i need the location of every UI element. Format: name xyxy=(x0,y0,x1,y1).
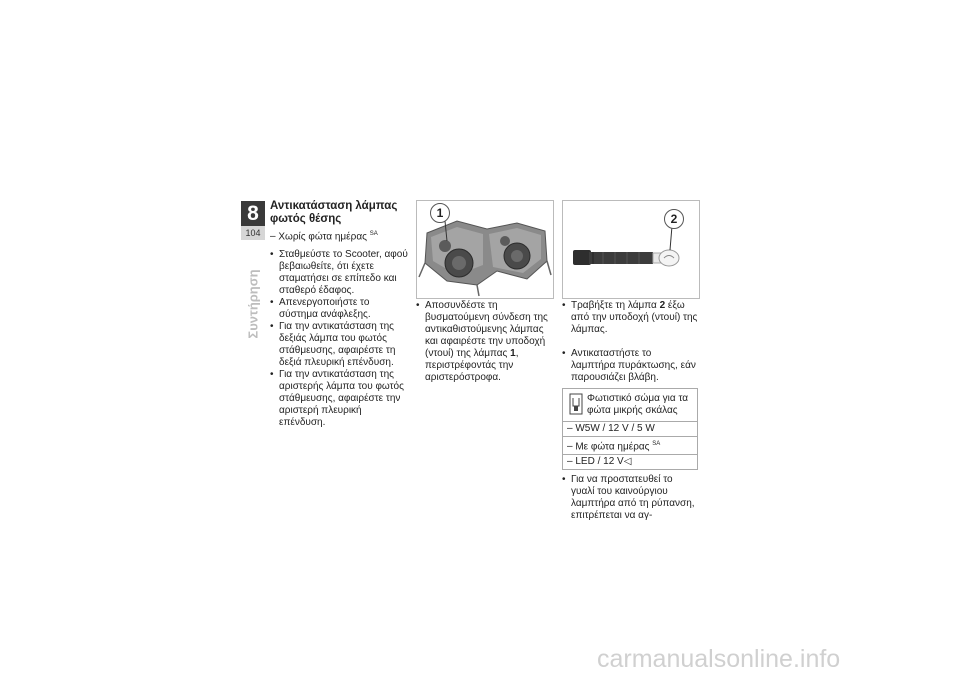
figure-callout-2: 2 xyxy=(664,209,684,229)
spec-box-heading: Φωτιστικό σώμα για τα φώτα μικρής σκάλας xyxy=(587,393,689,416)
step-ref: 2 xyxy=(659,300,666,311)
column-1 xyxy=(270,200,410,429)
bulb-spec-box xyxy=(562,388,698,470)
spec-box-header xyxy=(563,389,697,422)
column-2 xyxy=(416,200,552,384)
spacer xyxy=(562,336,698,348)
step-item: • Για την αντικατάσταση της αριστερής λάμπα του φωτός στάθμευσης, αφαιρέστε την αριστερή πλευρική επένδυση. xyxy=(270,369,410,429)
section-title: Συντήρηση xyxy=(245,269,261,339)
step-item: • Σταθμεύστε το Scooter, αφού βεβαιωθείτε, ότι έχετε σταματήσει σε επίπεδο και σταθερό έδαφος. xyxy=(270,249,410,297)
spec-row-text: Με φώτα ημέρας xyxy=(575,441,650,453)
section-title-vertical xyxy=(239,262,267,346)
step-item xyxy=(562,300,698,336)
step-item: • Για την αντικατάσταση της δεξιάς λάμπα του φωτός στάθμευσης, αφαιρέστε τη δεξιά πλευρική επένδυση. xyxy=(270,321,410,369)
figure-callout-1: 1 xyxy=(430,203,450,223)
section-heading: Αντικατάσταση λάμπας φωτός θέσης xyxy=(270,200,398,225)
step-ref: 1 xyxy=(510,348,516,359)
step-item: • Απενεργοποιήστε το σύστημα ανάφλεξης. xyxy=(270,297,410,321)
bulb-icon xyxy=(569,393,583,415)
spec-row: – LED / 12 V◁ xyxy=(563,455,697,469)
page-number: 104 xyxy=(241,226,265,240)
steps-list xyxy=(416,300,552,384)
step-item: • Για να προστατευθεί το γυαλί του καινούργιου λαμπτήρα από τη ρύπανση, επιτρέπεται να αγ- xyxy=(562,474,698,522)
steps-list xyxy=(562,348,698,384)
step-text: Αποσυνδέστε τη βυσματούμενη σύνδεση της αντικαθιστούμενης λάμπας και αφαιρέστε την υποδοχή (ντουί) της λάμπας xyxy=(425,300,548,359)
spec-row-sup: SA xyxy=(652,441,661,447)
bulb-figure xyxy=(562,200,700,299)
step-item: • Αντικαταστήστε το λαμπτήρα πυράκτωσης, εάν παρουσιάζει βλάβη. xyxy=(562,348,698,384)
chapter-marker xyxy=(241,201,265,240)
step-text: Τραβήξτε τη λάμπα xyxy=(571,300,660,311)
column-3 xyxy=(562,200,698,522)
condition-text: Χωρίς φώτα ημέρας xyxy=(278,231,367,243)
steps-list xyxy=(562,474,698,522)
watermark: carmanualsonline.info xyxy=(597,645,841,673)
steps-list xyxy=(270,249,410,429)
steps-list xyxy=(562,300,698,336)
chapter-number: 8 xyxy=(241,201,265,226)
step-text: , περιστρέφοντάς την αριστερόστροφα. xyxy=(425,348,519,383)
spec-row xyxy=(563,437,697,455)
step-item xyxy=(416,300,552,384)
condition-sup: SA xyxy=(369,231,378,237)
step-text: έξω από την υποδοχή (ντουί) της λάμπας. xyxy=(571,300,698,335)
condition-line xyxy=(270,228,410,243)
headlight-figure xyxy=(416,200,554,299)
spec-row: – W5W / 12 V / 5 W xyxy=(563,422,697,437)
